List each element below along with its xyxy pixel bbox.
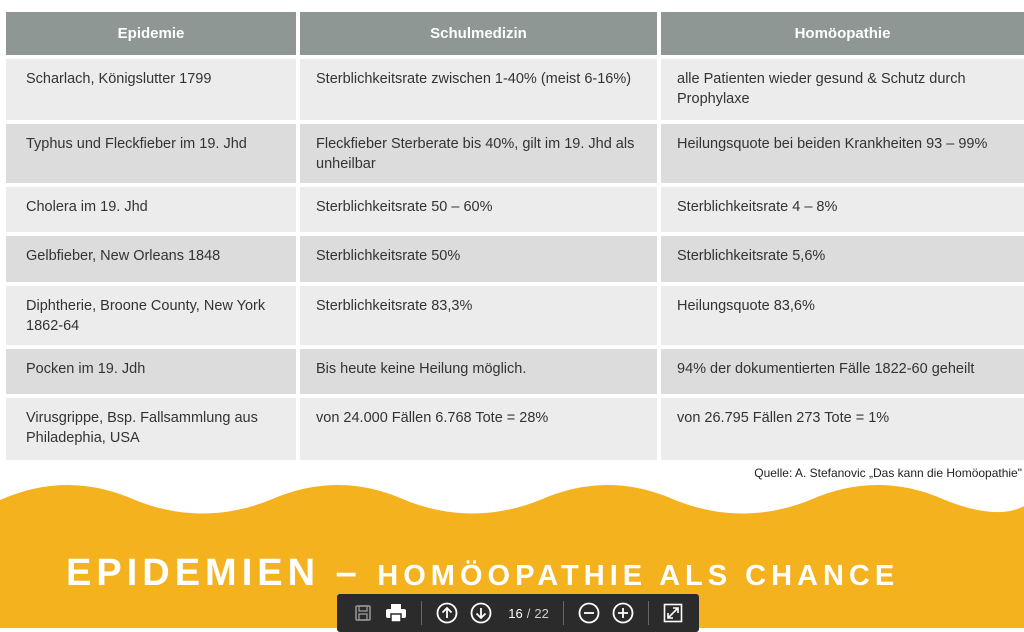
current-page-input[interactable]: 16	[508, 605, 523, 621]
table-cell: Heilungsquote 83,6%	[661, 286, 1024, 345]
slide-title-main: EPIDEMIEN –	[66, 552, 378, 594]
table-cell: von 24.000 Fällen 6.768 Tote = 28%	[300, 398, 657, 460]
comparison-table	[6, 12, 1024, 464]
table-cell: Heilungsquote bei beiden Krankheiten 93 – 99%	[661, 124, 1024, 183]
table-cell: Scharlach, Königslutter 1799	[6, 59, 296, 120]
table-cell: Typhus und Fleckfieber im 19. Jhd	[6, 124, 296, 183]
header-epidemie: Epidemie	[6, 12, 296, 55]
toolbar-divider	[563, 601, 564, 625]
arrow-up-icon[interactable]	[436, 601, 458, 625]
header-schulmedizin: Schulmedizin	[300, 12, 657, 55]
zoom-out-icon[interactable]	[578, 601, 600, 625]
table-cell: Sterblichkeitsrate 50 – 60%	[300, 187, 657, 232]
slide-title	[66, 552, 899, 595]
table-cell: von 26.795 Fällen 273 Tote = 1%	[661, 398, 1024, 460]
zoom-in-icon[interactable]	[612, 601, 634, 625]
table-cell: Bis heute keine Heilung möglich.	[300, 349, 657, 394]
table-cell: alle Patienten wieder gesund & Schutz durch Prophylaxe	[661, 59, 1024, 120]
table-cell: Sterblichkeitsrate 4 – 8%	[661, 187, 1024, 232]
toolbar-divider	[421, 601, 422, 625]
table-cell: Pocken im 19. Jdh	[6, 349, 296, 394]
table-cell: Sterblichkeitsrate 50%	[300, 236, 657, 282]
table-cell: 94% der dokumentierten Fälle 1822-60 geheilt	[661, 349, 1024, 394]
source-citation: Quelle: A. Stefanovic „Das kann die Homöopathie"	[754, 466, 1022, 480]
toolbar-divider	[648, 601, 649, 625]
table-cell: Virusgrippe, Bsp. Fallsammlung aus Philadephia, USA	[6, 398, 296, 460]
table-cell: Gelbfieber, New Orleans 1848	[6, 236, 296, 282]
fit-page-icon[interactable]	[663, 601, 683, 625]
save-icon[interactable]	[353, 601, 373, 625]
header-homoeopathie: Homöopathie	[661, 12, 1024, 55]
pdf-viewer-toolbar	[337, 594, 699, 632]
page-separator: /	[526, 605, 531, 621]
table-cell: Sterblichkeitsrate zwischen 1-40% (meist 6-16%)	[300, 59, 657, 120]
arrow-down-icon[interactable]	[470, 601, 492, 625]
table-cell: Sterblichkeitsrate 5,6%	[661, 236, 1024, 282]
table-cell: Fleckfieber Sterberate bis 40%, gilt im 19. Jhd als unheilbar	[300, 124, 657, 183]
total-pages: 22	[534, 605, 549, 621]
print-icon[interactable]	[385, 601, 407, 625]
table-cell: Cholera im 19. Jhd	[6, 187, 296, 232]
table-cell: Diphtherie, Broone County, New York 1862-64	[6, 286, 296, 345]
slide-title-sub: HOMÖOPATHIE ALS CHANCE	[377, 560, 900, 592]
table-cell: Sterblichkeitsrate 83,3%	[300, 286, 657, 345]
